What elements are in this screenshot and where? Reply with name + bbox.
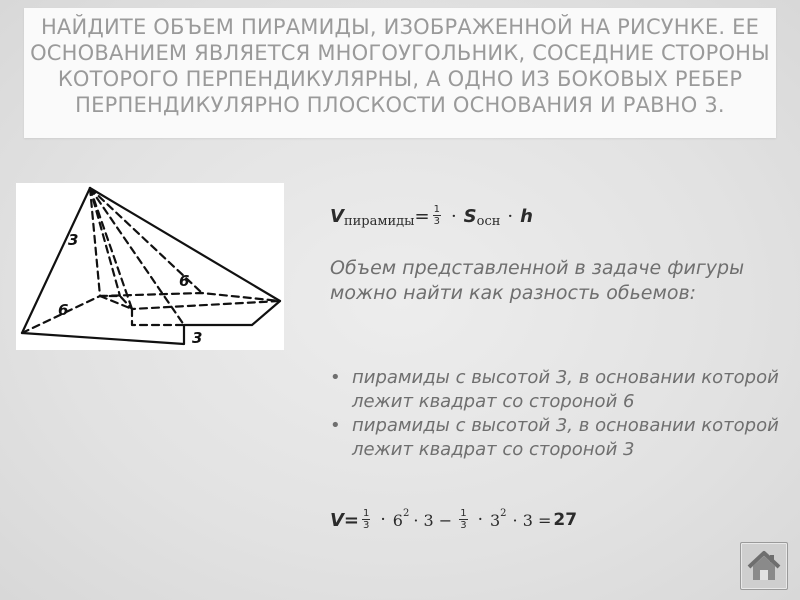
formula-v-subscript: пирамиды [343,213,415,229]
label-side-back: 6 [179,272,190,290]
formula-fraction [433,204,441,227]
formula-dot-2: · [507,205,514,227]
label-side-bottom: 3 [192,329,203,347]
formula-dot-1: · [450,205,457,227]
result-exp-1: 2 [402,507,410,519]
result-dot-2: · [477,510,483,530]
pyramid-drawing [16,183,284,350]
formula-frac-num: 1 [433,203,440,215]
result-base-1: 6 [392,510,403,530]
explanation-paragraph: Объем представленной в задаче фигуры можно найти как разность обьемов: [330,257,745,304]
result-frac2-den: 3 [460,519,467,531]
problem-title: НАЙДИТЕ ОБЪЕМ ПИРАМИДЫ, ИЗОБРАЖЕННОЙ НА РИСУНКЕ. ЕЕ ОСНОВАНИЕМ ЯВЛЯЕТСЯ МНОГОУГОЛЬНИК, СОСЕДНИЕ СТОРОНЫ КОТОРОГО ПЕРПЕНДИКУЛЯРНЫ, А ОДНО ИЗ БОКОВЫХ РЕБЕР ПЕРПЕНДИКУЛЯРНО ПЛОСКОСТИ ОСНОВАНИЯ И РАВНО 3. [30,15,770,117]
bullet-item-2: • пирамиды с высотой 3, в основании которой лежит квадрат со стороной 3 [330,414,790,462]
result-fraction-1 [362,508,370,531]
pyramid-figure [16,183,284,350]
home-button[interactable] [740,542,788,590]
result-frac1-den: 3 [363,519,370,531]
result-middle-2: · 3 = [512,510,552,530]
result-exp-2: 2 [500,507,507,519]
lateral-edge-front [90,188,184,325]
result-base-2: 3 [489,510,501,530]
result-dot: · [380,510,386,530]
volume-formula [330,196,533,236]
result-value: 27 [553,510,578,530]
bullet-item-1: • пирамиды с высотой 3, в основании которой лежит квадрат со стороной 6 [330,366,790,414]
formula-v: V [330,205,344,227]
pyramid-outline [22,188,280,344]
formula-equals: = [414,205,430,227]
label-side-front: 6 [58,301,69,319]
base-step-edge [132,309,184,325]
result-frac1-num: 1 [363,507,370,519]
formula-frac-den: 3 [433,215,440,227]
formula-h: h [520,205,533,227]
result-frac2-num: 1 [460,507,467,519]
formula-s-subscript: осн [476,213,501,229]
label-height: 3 [68,231,79,249]
home-icon [741,543,787,589]
bullet-list [330,366,790,462]
result-fraction-2 [459,508,467,531]
base-dash-line [100,296,132,309]
result-formula [330,500,577,540]
formula-s: S [463,205,477,227]
result-middle-1: · 3 − [413,510,453,530]
result-v: V= [330,509,360,531]
